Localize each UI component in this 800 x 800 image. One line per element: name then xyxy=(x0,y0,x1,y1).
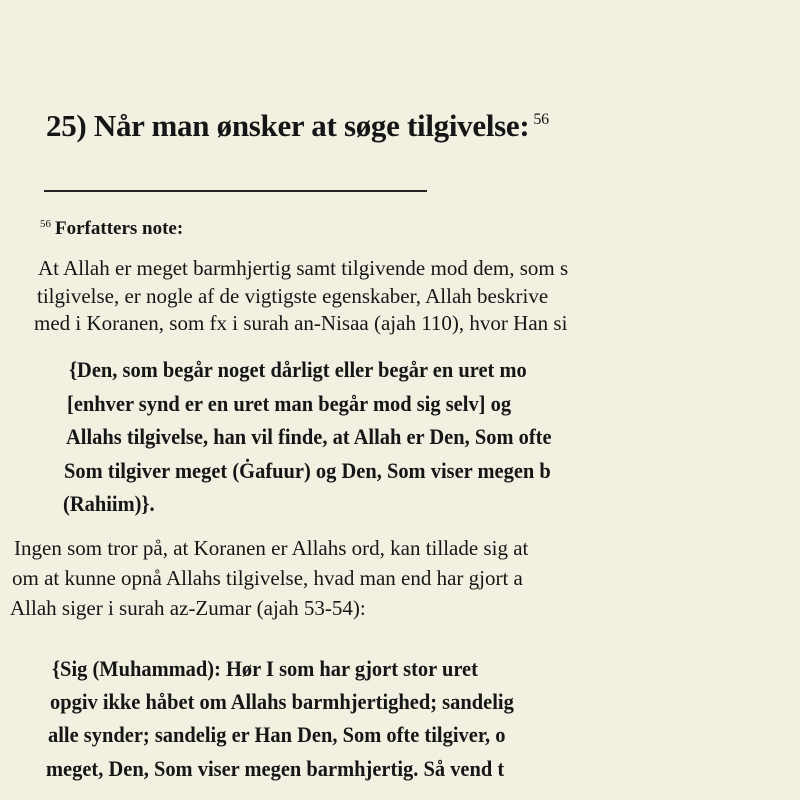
paragraph-line: At Allah er meget barmhjertig samt tilgivende mod dem, som s xyxy=(38,256,569,280)
quote-line: Som tilgiver meget (Ġafuur) og Den, Som viser megen b xyxy=(64,458,551,483)
paragraph-line: om at kunne opnå Allahs tilgivelse, hvad man end har gjort a xyxy=(12,566,523,590)
quote-line: {Den, som begår noget dårligt eller begår en uret mo xyxy=(69,357,527,382)
footnote-number: 56 xyxy=(40,218,51,230)
quote-line: opgiv ikke håbet om Allahs barmhjertighed; sandelig xyxy=(50,689,514,714)
footnote-ref: 56 xyxy=(533,111,549,128)
footnote-title xyxy=(40,218,800,240)
quote-line: {Sig (Muhammad): Hør I som har gjort stor uret xyxy=(52,656,478,681)
quote-line: Allahs tilgivelse, han vil finde, at Allah er Den, Som ofte xyxy=(66,424,552,449)
paragraph-line: tilgivelse, er nogle af de vigtigste egenskaber, Allah beskrive xyxy=(37,284,549,308)
section-heading xyxy=(46,108,800,144)
quote-line: [enhver synd er en uret man begår mod sig selv] og xyxy=(67,391,512,416)
paragraph-line: Allah siger i surah az-Zumar (ajah 53-54): xyxy=(10,596,366,620)
footnote-divider xyxy=(44,190,427,192)
quote-line: alle synder; sandelig er Han Den, Som ofte tilgiver, o xyxy=(48,722,506,747)
quote-line: meget, Den, Som viser megen barmhjertig. Så vend t xyxy=(46,756,505,781)
quote-line: (Rahiim)}. xyxy=(63,491,155,516)
paragraph-line: med i Koranen, som fx i surah an-Nisaa (ajah 110), hvor Han si xyxy=(34,311,568,335)
footnote-title-text: Forfatters note: xyxy=(55,218,184,239)
paragraph-line: Ingen som tror på, at Koranen er Allahs ord, kan tillade sig at xyxy=(14,536,529,560)
heading-text: 25) Når man ønsker at søge tilgivelse: xyxy=(46,108,530,143)
